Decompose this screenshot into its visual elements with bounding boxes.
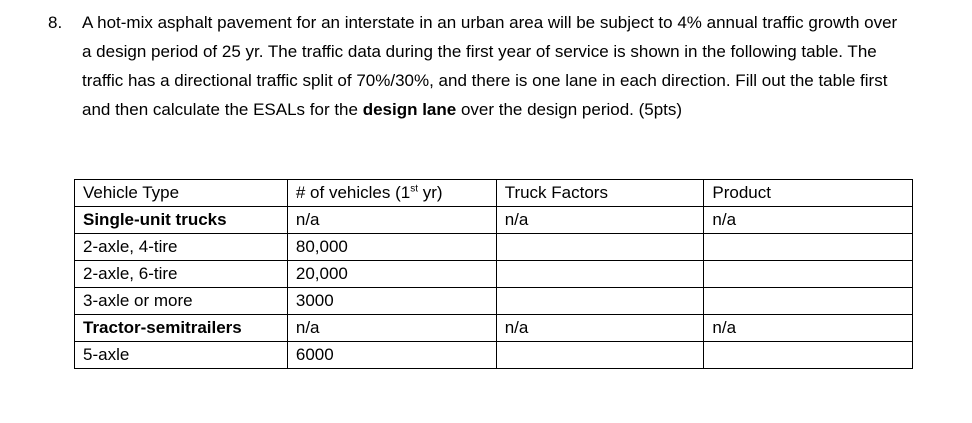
question-text-part2: over the design period. (5pts)	[456, 100, 683, 119]
cell-product[interactable]	[704, 234, 913, 261]
cell-truck-factor: n/a	[496, 207, 704, 234]
cell-truck-factor[interactable]	[496, 261, 704, 288]
table-row	[75, 342, 913, 369]
header-num-vehicles-text: # of vehicles (1	[295, 183, 411, 202]
cell-count: 80,000	[287, 234, 496, 261]
question-block	[48, 8, 948, 124]
cell-vehicle: Tractor-semitrailers	[75, 315, 288, 342]
table-header-row	[75, 180, 913, 207]
cell-vehicle: 5-axle	[75, 342, 288, 369]
cell-vehicle: 3-axle or more	[75, 288, 288, 315]
cell-vehicle: 2-axle, 6-tire	[75, 261, 288, 288]
cell-count: n/a	[287, 315, 496, 342]
traffic-data-table	[74, 179, 913, 369]
header-product: Product	[704, 180, 913, 207]
question-text-part1: A hot-mix asphalt pavement for an interstate in an urban area will be subject to 4% annual traffic growth over a design period of 25 yr. The traffic data during the first year of service is shown in the following table. The traffic has a directional traffic split of 70%/30%, and there is one lane in each direction. Fill out the table first and then calculate the ESALs for the	[82, 13, 898, 119]
cell-truck-factor[interactable]	[496, 234, 704, 261]
cell-vehicle: Single-unit trucks	[75, 207, 288, 234]
cell-product[interactable]	[704, 261, 913, 288]
table-row	[75, 234, 913, 261]
header-num-vehicles	[287, 180, 496, 207]
cell-count: n/a	[287, 207, 496, 234]
cell-product[interactable]	[704, 288, 913, 315]
header-num-vehicles-post: yr)	[417, 183, 443, 202]
question-number: 8.	[48, 13, 63, 32]
cell-product[interactable]	[704, 342, 913, 369]
cell-count: 3000	[287, 288, 496, 315]
question-text	[82, 8, 902, 124]
table-row	[75, 261, 913, 288]
table-row	[75, 207, 913, 234]
cell-product: n/a	[704, 207, 913, 234]
cell-count: 6000	[287, 342, 496, 369]
table-row	[75, 315, 913, 342]
cell-product: n/a	[704, 315, 913, 342]
cell-truck-factor: n/a	[496, 315, 704, 342]
table-row	[75, 288, 913, 315]
header-vehicle-type: Vehicle Type	[75, 180, 288, 207]
header-num-vehicles-sup: st	[410, 183, 418, 195]
question-emphasis: design lane	[362, 100, 457, 119]
header-truck-factors: Truck Factors	[496, 180, 704, 207]
cell-truck-factor[interactable]	[496, 288, 704, 315]
cell-truck-factor[interactable]	[496, 342, 704, 369]
cell-count: 20,000	[287, 261, 496, 288]
cell-vehicle: 2-axle, 4-tire	[75, 234, 288, 261]
